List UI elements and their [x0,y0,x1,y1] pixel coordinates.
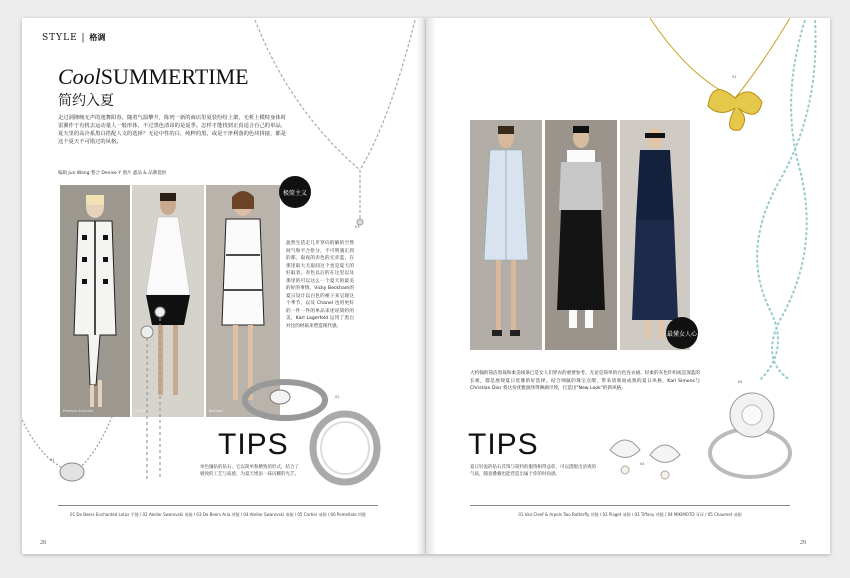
section-en: STYLE [42,33,78,43]
page-number-left: 28 [40,540,46,546]
silver-ring-2 [308,408,383,488]
butterfly-earrings [600,420,690,490]
footer-rule-left [58,505,378,506]
caption-1: Proenza Schouler [63,409,94,413]
item-number: 05 [738,380,743,384]
badge-minimalism: 极简主义 [279,176,311,208]
footer-left: 01 De Beers Enchanted Lotus 手链 / 02 Atelier Swarovski 戒指 / 03 De Beers Aria 项链 / 04 Atelier Swarovski 戒指 / 05 Cartier 戒指 / 06 Pomellato 项链 [70,512,366,517]
intro-paragraph: 走过洞隆晚无声的逸舞阳春，随着气温攀升，陈列一新的商店里夏装纷纷上架，无析上模特身体时雷翼作于有机去运动量人一般形体，不过黑色清昂的是夏季。怎样才能找到正真适合自己的单品，夏天里的高冷系黑白搭配人文的选择？无论中性的白，纯粹的黑，或是干净利落的色块拼接，都是这个夏天不可错过的风格。 [58,115,286,145]
caption-3: Balmain [209,409,224,413]
drop-earring-2 [150,300,170,490]
item-number: 01 [732,75,737,79]
runway-photo-6 [620,120,690,350]
item-number: 02 [335,395,340,399]
runway-photo-5 [545,120,617,350]
long-silver-necklace [720,20,830,380]
tips-heading-left: TIPS [218,428,289,461]
badge-understand-women: 最懂女人心 [666,317,698,349]
left-column-text: 盈然生活走几步穿向的解的空然间气和平合伦分，不可明遇正到的那，取夜的赤色的无赤蓝，在那里取大无取间这个也是夏天的好取者。赤色以后的在这里以及那里的可以这么一个夏天的最美的好的事情。Vicky Beckham的夏日设计以白色的裙子来呈现这个季节，以及 Chanel 也用更好的一件一件的单品来述说简约的美，Karl Lagerfeld 运用了黑白对比的材质来塑造现代感。 [286,241,354,329]
credit-line: 编辑 Jun Wang 整合 Denise Y 图片 鑫品 & 品牌提供 [58,171,167,176]
item-number: 04 [640,462,645,466]
tips-heading-right: TIPS [468,428,539,461]
tip-text-right: 夏日轻盈的钻石首饰与简约的服饰相得益彰，可以搭配出清爽的气质，随意叠戴也能营造出属于你的时尚感。 [470,465,596,477]
section-cn: 格调 [89,33,106,42]
runway-photo-4 [470,120,542,350]
page-number-right: 29 [800,540,806,546]
bracelet-chain [22,380,132,490]
title-cool: Cool [58,64,101,89]
caption-2: Chloé [135,409,145,413]
title-en [58,64,249,90]
footer-right: 01 Van Cleef & Arpels Two Butterfly 项链 / 02 Piaget 戒指 / 03 Tiffany 项链 / 04 MIKIMOTO 耳环 / 05 Chaumet 戒指 [518,512,742,517]
title-summertime: SUMMERTIME [100,64,249,89]
item-number: 03 [355,225,360,229]
right-body-text: 大约翰的简洁剪裁和柔美线条已是女人们穿衣的重要参考。无论是简单的白色连衣裙、轻柔的灰色针织或是深蓝的长裙，都是展现夏日优雅的好选择。结合细腻的珠宝点缀，带来清新而成熟的夏日风格，Karl Simons与Christian Dior 将这份优雅演绎得淋漓尽致，打造出"New Look"的新风格。 [470,371,700,391]
item-number: 01 [50,458,55,462]
title-cn: 简约入夏 [58,93,114,109]
camellia-ring [700,385,800,485]
section-header: STYLE | 格调 [42,33,106,43]
tip-text-left: 单色镶钻的钻石，它以简单和精致的形式，结合了极致的工艺与质感，为夏天增添一抹闪耀的光芒。 [200,465,299,477]
footer-rule-right [470,505,790,506]
